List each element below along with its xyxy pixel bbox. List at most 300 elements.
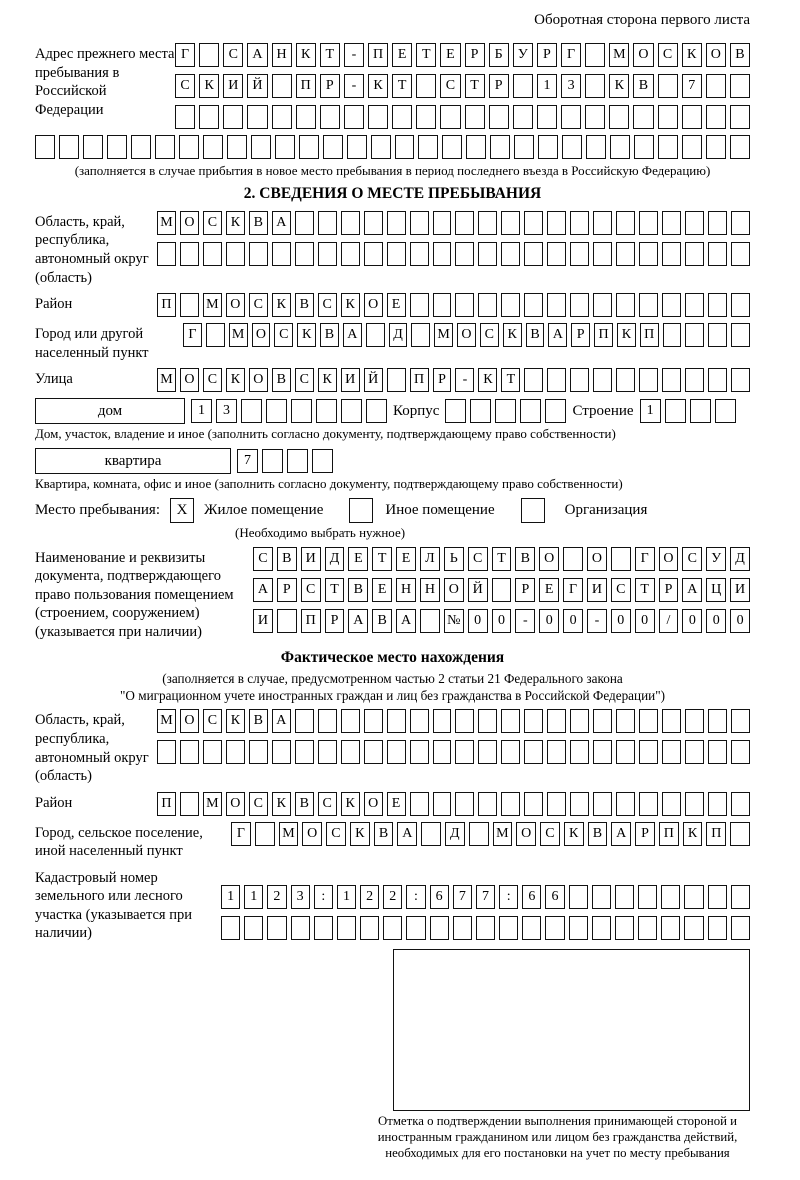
char-cell[interactable] [433,792,452,816]
char-cell[interactable]: Р [571,323,590,347]
char-cell[interactable]: 0 [706,609,726,633]
char-cell[interactable]: Р [277,578,297,602]
char-cell[interactable] [685,368,704,392]
char-cell[interactable] [610,135,630,159]
char-cell[interactable] [639,368,658,392]
char-cell[interactable] [501,740,520,764]
char-cell[interactable]: П [410,368,429,392]
char-cell[interactable]: О [180,211,199,235]
char-cell[interactable]: Н [396,578,416,602]
char-cell[interactable]: С [318,792,337,816]
char-cell[interactable] [180,293,199,317]
char-cell[interactable] [593,242,612,266]
char-cell[interactable] [731,740,750,764]
char-cell[interactable]: Е [348,547,368,571]
char-cell[interactable] [708,368,727,392]
char-cell[interactable]: В [526,323,545,347]
char-cell[interactable] [499,916,518,940]
char-cell[interactable]: Й [247,74,267,98]
char-cell[interactable]: Д [730,547,750,571]
char-cell[interactable] [180,792,199,816]
char-cell[interactable]: И [301,547,321,571]
char-cell[interactable]: П [659,822,679,846]
char-cell[interactable] [616,293,635,317]
char-cell[interactable]: 1 [537,74,557,98]
char-cell[interactable]: Р [635,822,655,846]
char-cell[interactable]: П [706,822,726,846]
char-cell[interactable]: О [249,368,268,392]
char-cell[interactable]: Й [364,368,383,392]
char-cell[interactable] [570,293,589,317]
char-cell[interactable] [364,211,383,235]
char-cell[interactable] [520,399,541,423]
char-cell[interactable]: К [609,74,629,98]
char-cell[interactable] [639,709,658,733]
char-cell[interactable] [731,709,750,733]
char-cell[interactable] [570,211,589,235]
char-cell[interactable] [492,578,512,602]
char-cell[interactable]: С [468,547,488,571]
char-cell[interactable] [708,916,727,940]
char-cell[interactable] [662,211,681,235]
char-cell[interactable]: № [444,609,464,633]
char-cell[interactable] [593,368,612,392]
char-cell[interactable]: Г [183,323,202,347]
char-cell[interactable]: О [180,709,199,733]
char-cell[interactable] [478,293,497,317]
char-cell[interactable]: Т [635,578,655,602]
char-cell[interactable] [731,211,750,235]
char-cell[interactable] [406,916,425,940]
char-cell[interactable] [323,135,343,159]
char-cell[interactable] [440,105,460,129]
char-cell[interactable] [476,916,495,940]
char-cell[interactable] [453,916,472,940]
char-cell[interactable] [312,449,333,473]
char-cell[interactable]: И [730,578,750,602]
char-cell[interactable]: О [252,323,271,347]
char-cell[interactable] [203,740,222,764]
char-cell[interactable]: Е [539,578,559,602]
other-premises-checkbox[interactable] [349,498,373,523]
char-cell[interactable] [392,105,412,129]
char-cell[interactable] [470,399,491,423]
char-cell[interactable] [685,293,704,317]
char-cell[interactable] [706,74,726,98]
char-cell[interactable]: Д [325,547,345,571]
char-cell[interactable] [616,709,635,733]
char-cell[interactable] [690,399,711,423]
char-cell[interactable] [442,135,462,159]
char-cell[interactable]: А [397,822,417,846]
char-cell[interactable] [320,105,340,129]
char-cell[interactable] [287,449,308,473]
char-cell[interactable]: П [640,323,659,347]
char-cell[interactable]: О [633,43,653,67]
char-cell[interactable] [634,135,654,159]
char-cell[interactable] [547,211,566,235]
char-cell[interactable]: 2 [267,885,286,909]
char-cell[interactable]: В [515,547,535,571]
char-cell[interactable] [592,885,611,909]
char-cell[interactable]: К [350,822,370,846]
char-cell[interactable] [545,399,566,423]
char-cell[interactable] [593,211,612,235]
char-cell[interactable]: : [314,885,333,909]
char-cell[interactable] [570,368,589,392]
char-cell[interactable] [157,740,176,764]
char-cell[interactable] [272,74,292,98]
char-cell[interactable] [295,242,314,266]
char-cell[interactable] [662,792,681,816]
char-cell[interactable] [682,135,702,159]
char-cell[interactable] [227,135,247,159]
char-cell[interactable]: А [343,323,362,347]
char-cell[interactable] [524,293,543,317]
char-cell[interactable]: Т [392,74,412,98]
char-cell[interactable]: О [539,547,559,571]
char-cell[interactable] [344,105,364,129]
char-cell[interactable] [296,105,316,129]
char-cell[interactable]: В [277,547,297,571]
char-cell[interactable]: С [540,822,560,846]
char-cell[interactable]: В [730,43,750,67]
char-cell[interactable] [593,293,612,317]
char-cell[interactable]: А [253,578,273,602]
char-cell[interactable]: П [594,323,613,347]
char-cell[interactable] [616,368,635,392]
char-cell[interactable]: 0 [539,609,559,633]
char-cell[interactable] [262,449,283,473]
char-cell[interactable] [175,105,195,129]
char-cell[interactable]: А [348,609,368,633]
char-cell[interactable]: М [434,323,453,347]
char-cell[interactable] [663,323,682,347]
char-cell[interactable]: М [157,709,176,733]
char-cell[interactable] [295,211,314,235]
char-cell[interactable]: 7 [682,74,702,98]
char-cell[interactable] [563,547,583,571]
char-cell[interactable] [244,916,263,940]
char-cell[interactable] [547,368,566,392]
char-cell[interactable]: Т [372,547,392,571]
char-cell[interactable] [661,916,680,940]
char-cell[interactable] [658,135,678,159]
char-cell[interactable] [731,293,750,317]
char-cell[interactable] [478,740,497,764]
char-cell[interactable] [267,916,286,940]
char-cell[interactable] [562,135,582,159]
char-cell[interactable] [107,135,127,159]
char-cell[interactable] [318,740,337,764]
char-cell[interactable]: М [229,323,248,347]
char-cell[interactable] [411,323,430,347]
char-cell[interactable]: - [515,609,535,633]
char-cell[interactable] [662,709,681,733]
char-cell[interactable] [684,916,703,940]
char-cell[interactable]: 0 [682,609,702,633]
char-cell[interactable] [318,242,337,266]
char-cell[interactable]: : [406,885,425,909]
char-cell[interactable] [433,709,452,733]
char-cell[interactable]: О [364,293,383,317]
char-cell[interactable] [489,105,509,129]
char-cell[interactable] [708,792,727,816]
char-cell[interactable]: П [157,792,176,816]
char-cell[interactable] [455,740,474,764]
char-cell[interactable] [433,740,452,764]
char-cell[interactable] [501,242,520,266]
char-cell[interactable] [593,792,612,816]
char-cell[interactable] [387,368,406,392]
char-cell[interactable] [513,105,533,129]
char-cell[interactable] [586,135,606,159]
char-cell[interactable] [364,242,383,266]
char-cell[interactable]: В [372,609,392,633]
char-cell[interactable] [318,709,337,733]
char-cell[interactable]: А [272,211,291,235]
char-cell[interactable] [685,211,704,235]
char-cell[interactable] [685,792,704,816]
char-cell[interactable] [341,211,360,235]
char-cell[interactable] [255,822,275,846]
char-cell[interactable] [371,135,391,159]
char-cell[interactable] [445,399,466,423]
char-cell[interactable]: К [617,323,636,347]
char-cell[interactable] [662,242,681,266]
char-cell[interactable] [639,293,658,317]
char-cell[interactable] [501,293,520,317]
char-cell[interactable]: И [223,74,243,98]
char-cell[interactable] [639,740,658,764]
char-cell[interactable] [299,135,319,159]
char-cell[interactable] [249,242,268,266]
char-cell[interactable]: А [247,43,267,67]
char-cell[interactable] [684,885,703,909]
char-cell[interactable]: М [157,211,176,235]
char-cell[interactable] [433,211,452,235]
char-cell[interactable] [609,105,629,129]
char-cell[interactable]: Т [320,43,340,67]
char-cell[interactable]: 6 [430,885,449,909]
char-cell[interactable] [478,211,497,235]
char-cell[interactable] [251,135,271,159]
char-cell[interactable]: Н [420,578,440,602]
char-cell[interactable]: С [301,578,321,602]
char-cell[interactable]: С [318,293,337,317]
char-cell[interactable]: К [296,43,316,67]
char-cell[interactable]: С [295,368,314,392]
char-cell[interactable]: С [611,578,631,602]
char-cell[interactable]: В [348,578,368,602]
char-cell[interactable]: С [223,43,243,67]
char-cell[interactable] [383,916,402,940]
char-cell[interactable]: О [516,822,536,846]
char-cell[interactable]: С [326,822,346,846]
char-cell[interactable] [639,792,658,816]
char-cell[interactable] [639,211,658,235]
char-cell[interactable] [226,242,245,266]
char-cell[interactable] [501,211,520,235]
char-cell[interactable] [203,135,223,159]
char-cell[interactable] [347,135,367,159]
char-cell[interactable] [615,916,634,940]
char-cell[interactable] [706,135,726,159]
char-cell[interactable] [221,916,240,940]
char-cell[interactable]: С [249,293,268,317]
char-cell[interactable] [179,135,199,159]
char-cell[interactable]: Е [440,43,460,67]
char-cell[interactable] [410,709,429,733]
char-cell[interactable]: Т [325,578,345,602]
char-cell[interactable] [585,43,605,67]
char-cell[interactable]: 0 [563,609,583,633]
char-cell[interactable] [495,399,516,423]
char-cell[interactable] [272,105,292,129]
char-cell[interactable]: 6 [522,885,541,909]
char-cell[interactable]: С [175,74,195,98]
char-cell[interactable]: 0 [492,609,512,633]
char-cell[interactable] [524,792,543,816]
char-cell[interactable] [708,211,727,235]
char-cell[interactable] [708,242,727,266]
char-cell[interactable] [455,792,474,816]
char-cell[interactable] [682,105,702,129]
char-cell[interactable] [478,709,497,733]
char-cell[interactable] [708,293,727,317]
char-cell[interactable]: 0 [730,609,750,633]
char-cell[interactable] [247,105,267,129]
char-cell[interactable] [455,242,474,266]
char-cell[interactable] [295,709,314,733]
char-cell[interactable] [585,74,605,98]
char-cell[interactable]: 0 [611,609,631,633]
char-cell[interactable]: М [203,293,222,317]
char-cell[interactable]: Л [420,547,440,571]
char-cell[interactable]: С [274,323,293,347]
char-cell[interactable] [478,242,497,266]
char-cell[interactable] [157,242,176,266]
char-cell[interactable] [206,323,225,347]
char-cell[interactable] [524,211,543,235]
char-cell[interactable]: Г [563,578,583,602]
char-cell[interactable]: - [344,74,364,98]
char-cell[interactable] [410,211,429,235]
char-cell[interactable]: - [587,609,607,633]
char-cell[interactable]: 7 [453,885,472,909]
char-cell[interactable] [272,740,291,764]
char-cell[interactable] [731,916,750,940]
char-cell[interactable] [731,368,750,392]
char-cell[interactable]: / [659,609,679,633]
char-cell[interactable] [416,105,436,129]
char-cell[interactable] [547,709,566,733]
char-cell[interactable]: В [272,368,291,392]
char-cell[interactable]: П [301,609,321,633]
char-cell[interactable] [410,792,429,816]
char-cell[interactable] [715,399,736,423]
char-cell[interactable]: 1 [191,399,212,423]
char-cell[interactable] [418,135,438,159]
char-cell[interactable] [341,709,360,733]
char-cell[interactable] [226,740,245,764]
char-cell[interactable] [547,242,566,266]
char-cell[interactable] [199,43,219,67]
char-cell[interactable]: : [499,885,518,909]
char-cell[interactable] [430,916,449,940]
char-cell[interactable] [387,709,406,733]
char-cell[interactable] [561,105,581,129]
organization-checkbox[interactable] [521,498,545,523]
char-cell[interactable]: Р [515,578,535,602]
char-cell[interactable] [366,399,387,423]
char-cell[interactable]: У [706,547,726,571]
char-cell[interactable] [501,792,520,816]
char-cell[interactable]: В [633,74,653,98]
char-cell[interactable] [501,709,520,733]
char-cell[interactable] [478,792,497,816]
char-cell[interactable]: О [180,368,199,392]
char-cell[interactable]: К [478,368,497,392]
char-cell[interactable]: А [611,822,631,846]
char-cell[interactable] [410,242,429,266]
char-cell[interactable] [223,105,243,129]
char-cell[interactable] [433,293,452,317]
char-cell[interactable]: Е [396,547,416,571]
char-cell[interactable] [241,399,262,423]
char-cell[interactable] [199,105,219,129]
char-cell[interactable]: 3 [216,399,237,423]
char-cell[interactable] [341,740,360,764]
char-cell[interactable] [638,916,657,940]
char-cell[interactable] [455,709,474,733]
char-cell[interactable]: Д [389,323,408,347]
char-cell[interactable]: С [658,43,678,67]
char-cell[interactable]: В [295,792,314,816]
char-cell[interactable] [731,323,750,347]
char-cell[interactable]: Й [468,578,488,602]
char-cell[interactable]: С [249,792,268,816]
char-cell[interactable] [291,399,312,423]
char-cell[interactable] [616,792,635,816]
char-cell[interactable] [616,211,635,235]
char-cell[interactable] [341,242,360,266]
char-cell[interactable] [593,709,612,733]
char-cell[interactable]: Т [465,74,485,98]
char-cell[interactable] [514,135,534,159]
char-cell[interactable]: С [440,74,460,98]
char-cell[interactable] [524,368,543,392]
char-cell[interactable]: М [279,822,299,846]
char-cell[interactable]: К [226,709,245,733]
char-cell[interactable] [616,242,635,266]
char-cell[interactable] [524,740,543,764]
char-cell[interactable] [545,916,564,940]
char-cell[interactable] [570,792,589,816]
char-cell[interactable]: А [682,578,702,602]
char-cell[interactable] [685,740,704,764]
char-cell[interactable]: 3 [291,885,310,909]
char-cell[interactable]: И [341,368,360,392]
char-cell[interactable] [658,105,678,129]
char-cell[interactable] [585,105,605,129]
char-cell[interactable]: К [226,211,245,235]
residential-checkbox[interactable]: X [170,498,194,523]
char-cell[interactable] [395,135,415,159]
char-cell[interactable] [570,709,589,733]
char-cell[interactable] [387,211,406,235]
char-cell[interactable] [662,293,681,317]
